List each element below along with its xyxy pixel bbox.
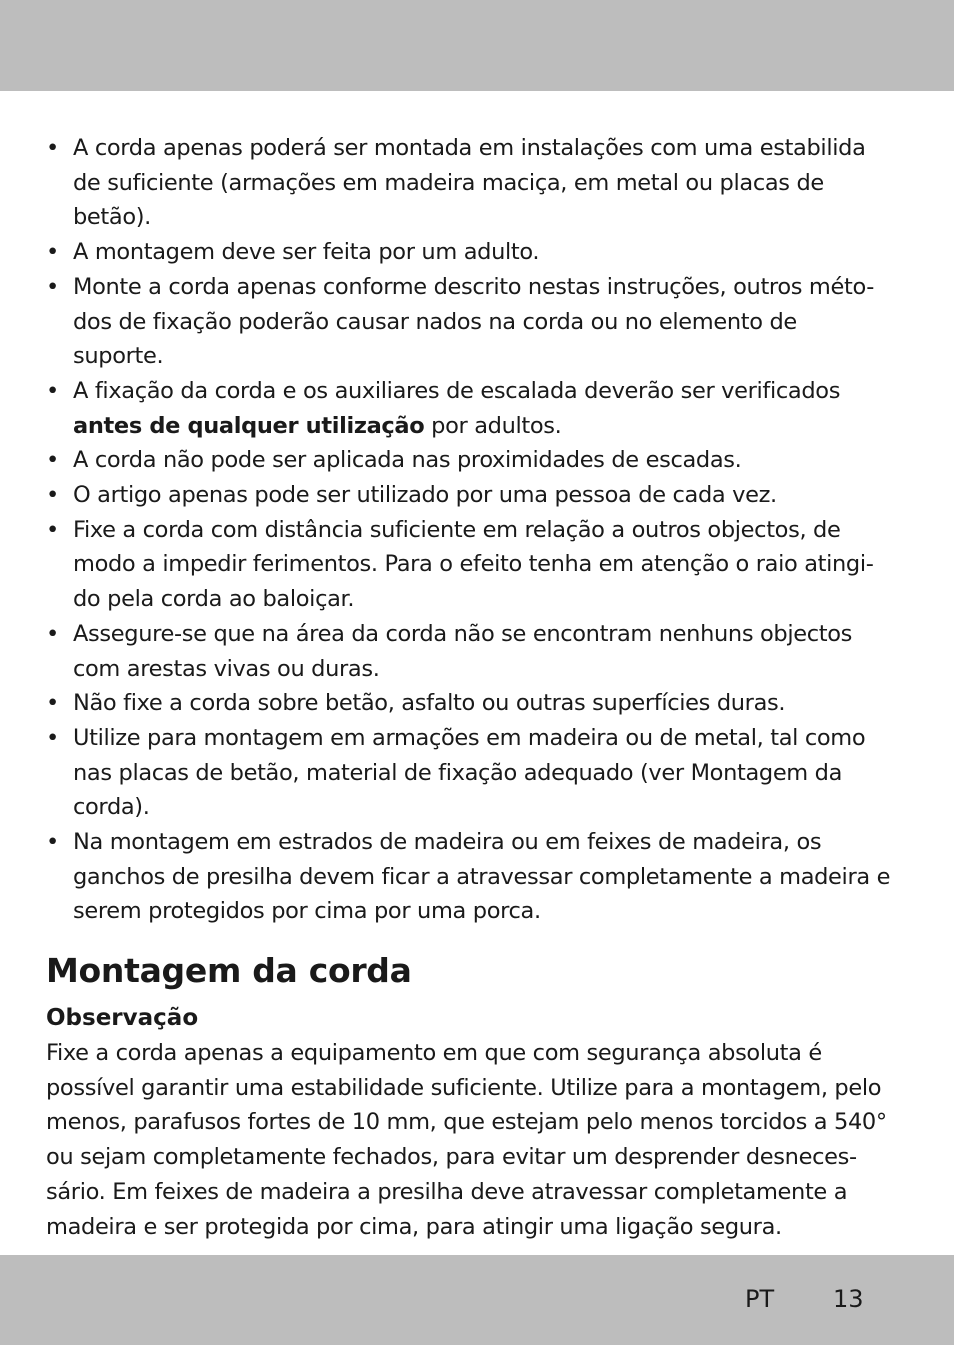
bullet-icon: • xyxy=(46,135,59,161)
line: madeira e ser protegida por cima, para atingir uma ligação segura. xyxy=(46,1213,782,1240)
bullet-icon: • xyxy=(46,273,59,300)
line: O artigo apenas pode ser utilizado por uma pessoa de cada vez. xyxy=(73,482,777,509)
line: Na montagem em estrados de madeira ou em feixes de madeira, os xyxy=(73,829,822,856)
list-item xyxy=(46,686,906,721)
bullet-icon: • xyxy=(46,724,59,751)
line: nas placas de betão, material de fixação adequado (ver Montagem da xyxy=(73,759,843,786)
line: A montagem deve ser feita por um adulto. xyxy=(73,239,540,266)
bullet-icon: • xyxy=(46,239,59,266)
line: Monte a corda apenas conforme descrito nestas instruções, outros méto- xyxy=(73,273,875,300)
note-subheading: Observação xyxy=(46,1005,199,1031)
list-item xyxy=(46,513,906,617)
bullet-icon: • xyxy=(46,377,59,404)
list-item xyxy=(46,443,906,478)
line: dos de fixação poderão causar nados na corda ou no elemento de xyxy=(73,308,797,335)
line: serem protegidos por cima por uma porca. xyxy=(73,898,541,925)
list-item xyxy=(46,617,906,686)
list-item xyxy=(46,270,906,374)
safety-bullet-list xyxy=(46,131,906,929)
bullet-icon: • xyxy=(46,482,59,509)
line: betão). xyxy=(73,204,151,231)
line: com arestas vivas ou duras. xyxy=(73,655,380,682)
bold-emphasis: antes de qualquer utilização xyxy=(73,412,425,439)
line: A corda apenas poderá ser montada em instalações com uma estabilida xyxy=(73,135,866,161)
list-item xyxy=(46,478,906,513)
note-paragraph xyxy=(46,1036,916,1244)
line: menos, parafusos fortes de 10 mm, que estejam pelo menos torcidos a 540° xyxy=(46,1109,887,1136)
line: A corda não pode ser aplicada nas proximidades de escadas. xyxy=(73,447,742,474)
list-item xyxy=(46,235,906,270)
line: corda). xyxy=(73,794,150,821)
line: Não fixe a corda sobre betão, asfalto ou outras superfícies duras. xyxy=(73,690,786,717)
line: Utilize para montagem em armações em madeira ou de metal, tal como xyxy=(73,724,866,751)
line: do pela corda ao baloiçar. xyxy=(73,586,355,613)
line: sário. Em feixes de madeira a presilha deve atravessar completamente a xyxy=(46,1178,848,1205)
footer-band xyxy=(0,1255,954,1345)
line: Fixe a corda com distância suficiente em relação a outros objectos, de xyxy=(73,516,841,543)
line: ou sejam completamente fechados, para evitar um desprender desneces- xyxy=(46,1144,857,1171)
language-code: PT xyxy=(745,1285,775,1313)
line: modo a impedir ferimentos. Para o efeito tenha em atenção o raio atingi- xyxy=(73,551,874,578)
line: por adultos. xyxy=(424,412,562,439)
line: A fixação da corda e os auxiliares de escalada deverão ser verificados xyxy=(73,377,841,404)
bullet-icon: • xyxy=(46,690,59,717)
line: ganchos de presilha devem ficar a atravessar completamente a madeira e xyxy=(73,863,891,890)
list-item xyxy=(46,825,906,929)
list-item xyxy=(46,131,906,235)
page-number: 13 xyxy=(833,1285,864,1313)
section-heading: Montagem da corda xyxy=(46,951,412,990)
line: de suficiente (armações em madeira maciça, em metal ou placas de xyxy=(73,169,824,196)
line: Fixe a corda apenas a equipamento em que com segurança absoluta é xyxy=(46,1040,822,1066)
bullet-icon: • xyxy=(46,620,59,647)
list-item xyxy=(46,721,906,825)
bullet-icon: • xyxy=(46,516,59,543)
list-item xyxy=(46,374,906,443)
line: Assegure-se que na área da corda não se encontram nenhuns objectos xyxy=(73,620,853,647)
line: possível garantir uma estabilidade suficiente. Utilize para a montagem, pelo xyxy=(46,1074,882,1101)
bullet-icon: • xyxy=(46,447,59,474)
bullet-icon: • xyxy=(46,829,59,856)
header-band xyxy=(0,0,954,91)
line: suporte. xyxy=(73,343,164,370)
